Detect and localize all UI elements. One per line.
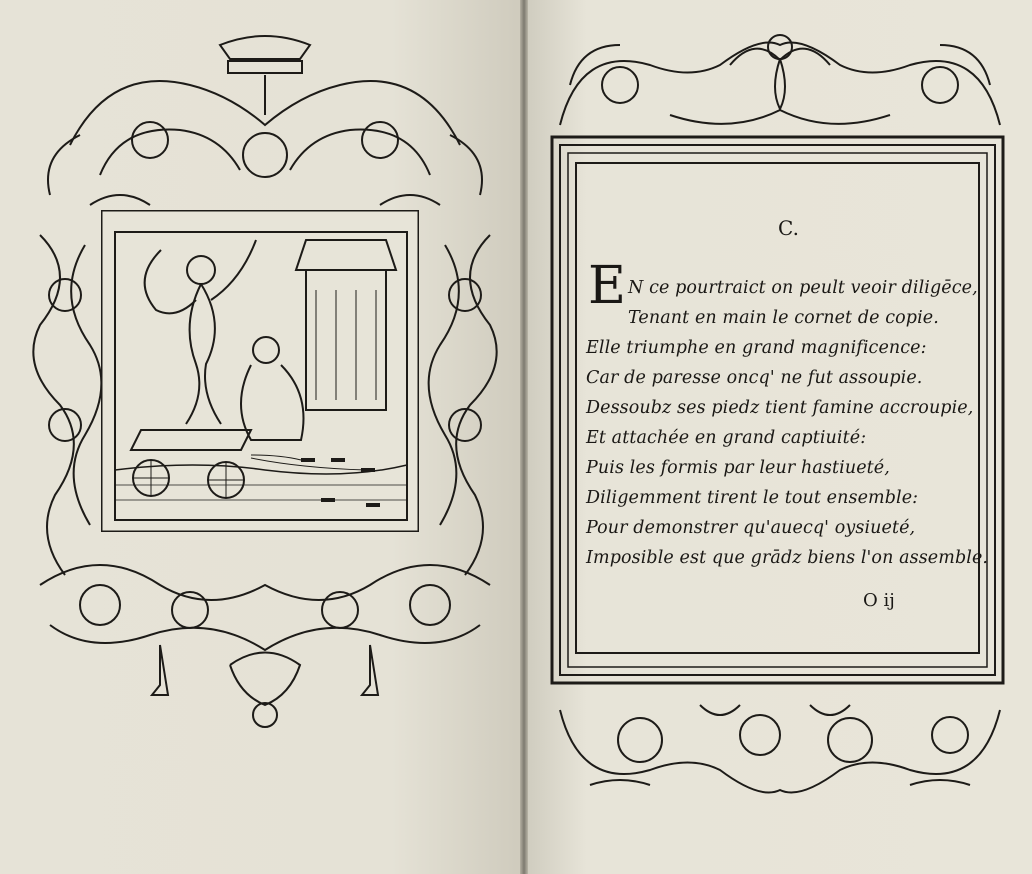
- book-gutter: [520, 0, 528, 874]
- verse-line: Pour demonstrer qu'auecq' oysiueté,: [586, 518, 916, 538]
- verse-line: N ce pourtraict on peult veoir diligēce,: [628, 278, 978, 298]
- right-bottom-ornament: [550, 690, 1010, 800]
- verse-line: Car de paresse oncq' ne fut assoupie.: [586, 368, 923, 388]
- verse-line: Imposible est que grādz biens l'on assemble.: [586, 548, 989, 568]
- signature-mark: C.: [778, 216, 799, 240]
- folio-number: O ij: [863, 590, 895, 611]
- verse-line: Diligemment tirent le tout ensemble:: [586, 488, 919, 508]
- verse-line: Dessoubz ses piedz tient famine accroupie,: [586, 398, 974, 418]
- verse-line: Puis les formis par leur hastiueté,: [586, 458, 890, 478]
- woodcut-illustration: [101, 210, 419, 532]
- drop-cap: E: [588, 256, 626, 316]
- verse-line: Et attachée en grand captiuité:: [586, 428, 867, 448]
- right-top-ornament: [550, 25, 1010, 140]
- verse-line: Tenant en main le cornet de copie.: [628, 308, 939, 328]
- verse-line: Elle triumphe en grand magnificence:: [586, 338, 927, 358]
- verse-text-block: [578, 168, 989, 648]
